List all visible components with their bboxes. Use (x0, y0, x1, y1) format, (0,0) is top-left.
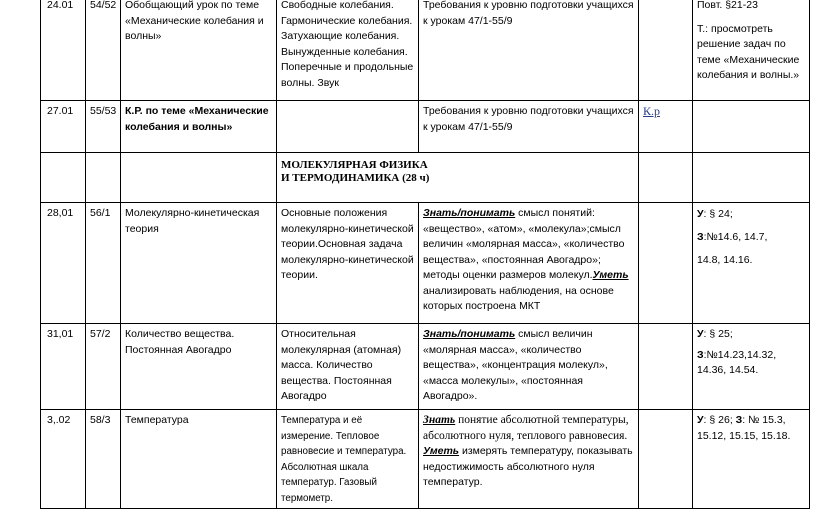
table-row (41, 324, 810, 410)
homework-text: : § 26; (703, 414, 736, 426)
homework-text: 14.8, 14.16. (697, 254, 753, 266)
lesson-date: 28,01 (41, 203, 86, 324)
lesson-date: 3,.02 (41, 410, 86, 509)
lesson-homework (693, 0, 810, 101)
lesson-number: 57/2 (86, 324, 121, 410)
lesson-requirements: Требования к уровню подготовки учащихся к урокам 47/1-55/9 (419, 0, 639, 101)
requirement-label: Уметь (423, 445, 460, 457)
lesson-topic: Количество вещества. Постоянная Авогадро (121, 324, 277, 410)
lesson-topic: Молекулярно-кинетическая теория (121, 203, 277, 324)
table-row (41, 410, 810, 509)
homework-text: : № 15.3, 15.12, 15.15, 15.18. (697, 414, 791, 442)
section-title-line: И ТЕРМОДИНАМИКА (28 ч) (281, 172, 430, 184)
lesson-control (639, 203, 693, 324)
lesson-homework (693, 324, 810, 410)
lesson-number: 55/53 (86, 101, 121, 153)
requirement-text: смысл понятий: «вещество», «атом», «молекула»;смысл величин «молярная масса», «количество вещества», «постоянная Авогадро»; методы оценки размеров молекул. (423, 207, 625, 281)
lesson-content: Относительная молекулярная (атомная) масса. Количество вещества. Постоянная Авогадро (277, 324, 419, 410)
homework-text: : § 24; (703, 208, 733, 220)
lesson-number: 56/1 (86, 203, 121, 324)
lesson-topic: К.Р. по теме «Механические колебания и волны» (121, 101, 277, 153)
lesson-date: 31,01 (41, 324, 86, 410)
requirement-text: измерять температуру, показывать недостижимость абсолютного нуля температур. (423, 445, 633, 488)
lesson-homework (693, 410, 810, 509)
requirement-label: Знать/понимать (423, 328, 516, 340)
lesson-control (639, 0, 693, 101)
section-title (277, 153, 639, 203)
homework-text: :№14.6, 14.7, (703, 231, 768, 243)
lesson-content: Основные положения молекулярно-кинетической теории.Основная задача молекулярно-кинетической теории. (277, 203, 419, 324)
lesson-requirements (419, 203, 639, 324)
requirement-text: анализировать наблюдения, на основе которых построена МКТ (423, 284, 614, 312)
lesson-number: 54/52 (86, 0, 121, 101)
lesson-content (277, 101, 419, 153)
homework-text: : § 25; (703, 328, 733, 340)
homework-label: У (697, 328, 704, 340)
lesson-topic: Температура (121, 410, 277, 509)
lesson-homework (693, 101, 810, 153)
lesson-requirements (419, 324, 639, 410)
lesson-control (639, 324, 693, 410)
homework-label: З (697, 231, 704, 243)
homework-line: Т.: просмотреть решение задач по теме «Механические колебания и волны.» (697, 22, 800, 81)
section-title-line: МОЛЕКУЛЯРНАЯ ФИЗИКА (281, 159, 428, 171)
lesson-plan-table (40, 0, 810, 509)
homework-text: :№14.23,14.32, 14.36, 14.54. (697, 348, 777, 376)
table-row (41, 101, 810, 153)
control-work-link[interactable]: К.р (643, 104, 661, 118)
homework-label: У (697, 414, 704, 426)
section-row (41, 153, 810, 203)
requirement-label: Уметь (592, 269, 629, 281)
requirement-text: смысл величин «молярная масса», «количество вещества», «концентрация молекул», «масса молекулы», «постоянная Авогадро». (423, 328, 608, 402)
homework-label: З (735, 414, 743, 426)
lesson-topic: Обобщающий урок по теме «Механические колебания и волны» (121, 0, 277, 101)
requirement-label: Знать (423, 414, 456, 426)
lesson-requirements: Требования к уровню подготовки учащихся к урокам 47/1-55/9 (419, 101, 639, 153)
table-row (41, 0, 810, 101)
table-row (41, 203, 810, 324)
lesson-date: 24.01 (41, 0, 86, 101)
lesson-content: Свободные колебания. Гармонические колебания. Затухающие колебания. Вынужденные колебания. Поперечные и продольные волны. Звук (277, 0, 419, 101)
homework-label: З (697, 348, 704, 361)
lesson-number: 58/3 (86, 410, 121, 509)
lesson-content: Температура и её измерение. Тепловое равновесие и температура. Абсолютная шкала температур. Газовый термометр. (277, 410, 419, 509)
lesson-homework (693, 203, 810, 324)
lesson-date: 27.01 (41, 101, 86, 153)
lesson-control (639, 410, 693, 509)
homework-label: У (697, 208, 704, 220)
lesson-control (639, 101, 693, 153)
lesson-requirements (419, 410, 639, 509)
homework-line: Повт. §21-23 (697, 0, 758, 11)
requirement-text: понятие абсолютной температуры, абсолютного нуля, теплового равновесия. (423, 414, 629, 442)
requirement-label: Знать/понимать (423, 207, 516, 219)
